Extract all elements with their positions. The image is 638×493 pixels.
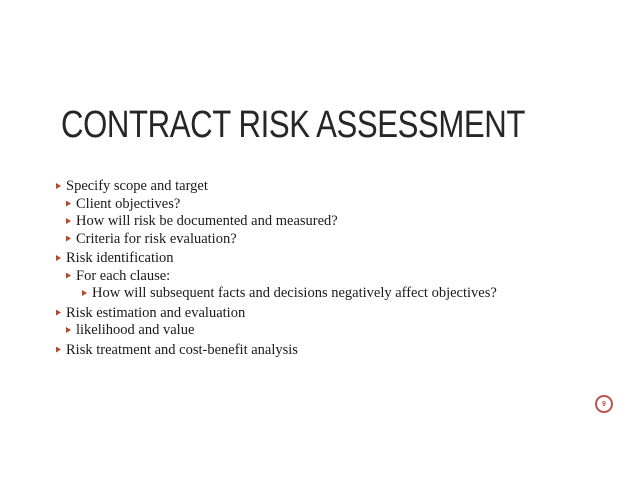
- bullet-item: [66, 196, 526, 213]
- bullet-item: [56, 178, 526, 195]
- bullet-text: likelihood and value: [76, 322, 195, 338]
- bullet-text: How will subsequent facts and decisions negatively affect objectives?: [92, 285, 497, 301]
- bullet-text: Risk identification: [66, 250, 174, 266]
- bullet-item: [56, 305, 526, 322]
- bullet-text: Risk treatment and cost-benefit analysis: [66, 341, 298, 358]
- bullet-list: [56, 178, 526, 358]
- triangle-bullet-icon: [66, 236, 71, 242]
- bullet-text: How will risk be documented and measured?: [76, 213, 338, 229]
- triangle-bullet-icon: [66, 218, 71, 224]
- bullet-item: [66, 213, 526, 230]
- triangle-bullet-icon: [82, 290, 87, 296]
- triangle-bullet-icon: [66, 327, 71, 333]
- triangle-bullet-icon: [56, 347, 61, 353]
- triangle-bullet-icon: [66, 201, 71, 207]
- slide-title: CONTRACT RISK ASSESSMENT: [61, 104, 526, 146]
- bullet-text: Client objectives?: [76, 195, 181, 212]
- page-number-badge: 9: [595, 395, 613, 413]
- triangle-bullet-icon: [56, 183, 61, 189]
- bullet-text: Specify scope and target: [66, 178, 208, 194]
- bullet-item: [82, 285, 526, 302]
- bullet-text: Risk estimation and evaluation: [66, 304, 246, 321]
- triangle-bullet-icon: [66, 273, 71, 279]
- bullet-text: Criteria for risk evaluation?: [76, 230, 237, 247]
- bullet-item: [66, 268, 526, 285]
- bullet-item: [56, 342, 526, 359]
- triangle-bullet-icon: [56, 310, 61, 316]
- bullet-text: For each clause:: [76, 267, 171, 284]
- bullet-item: [66, 231, 526, 248]
- bullet-item: [66, 322, 526, 339]
- bullet-item: [56, 250, 526, 267]
- triangle-bullet-icon: [56, 255, 61, 261]
